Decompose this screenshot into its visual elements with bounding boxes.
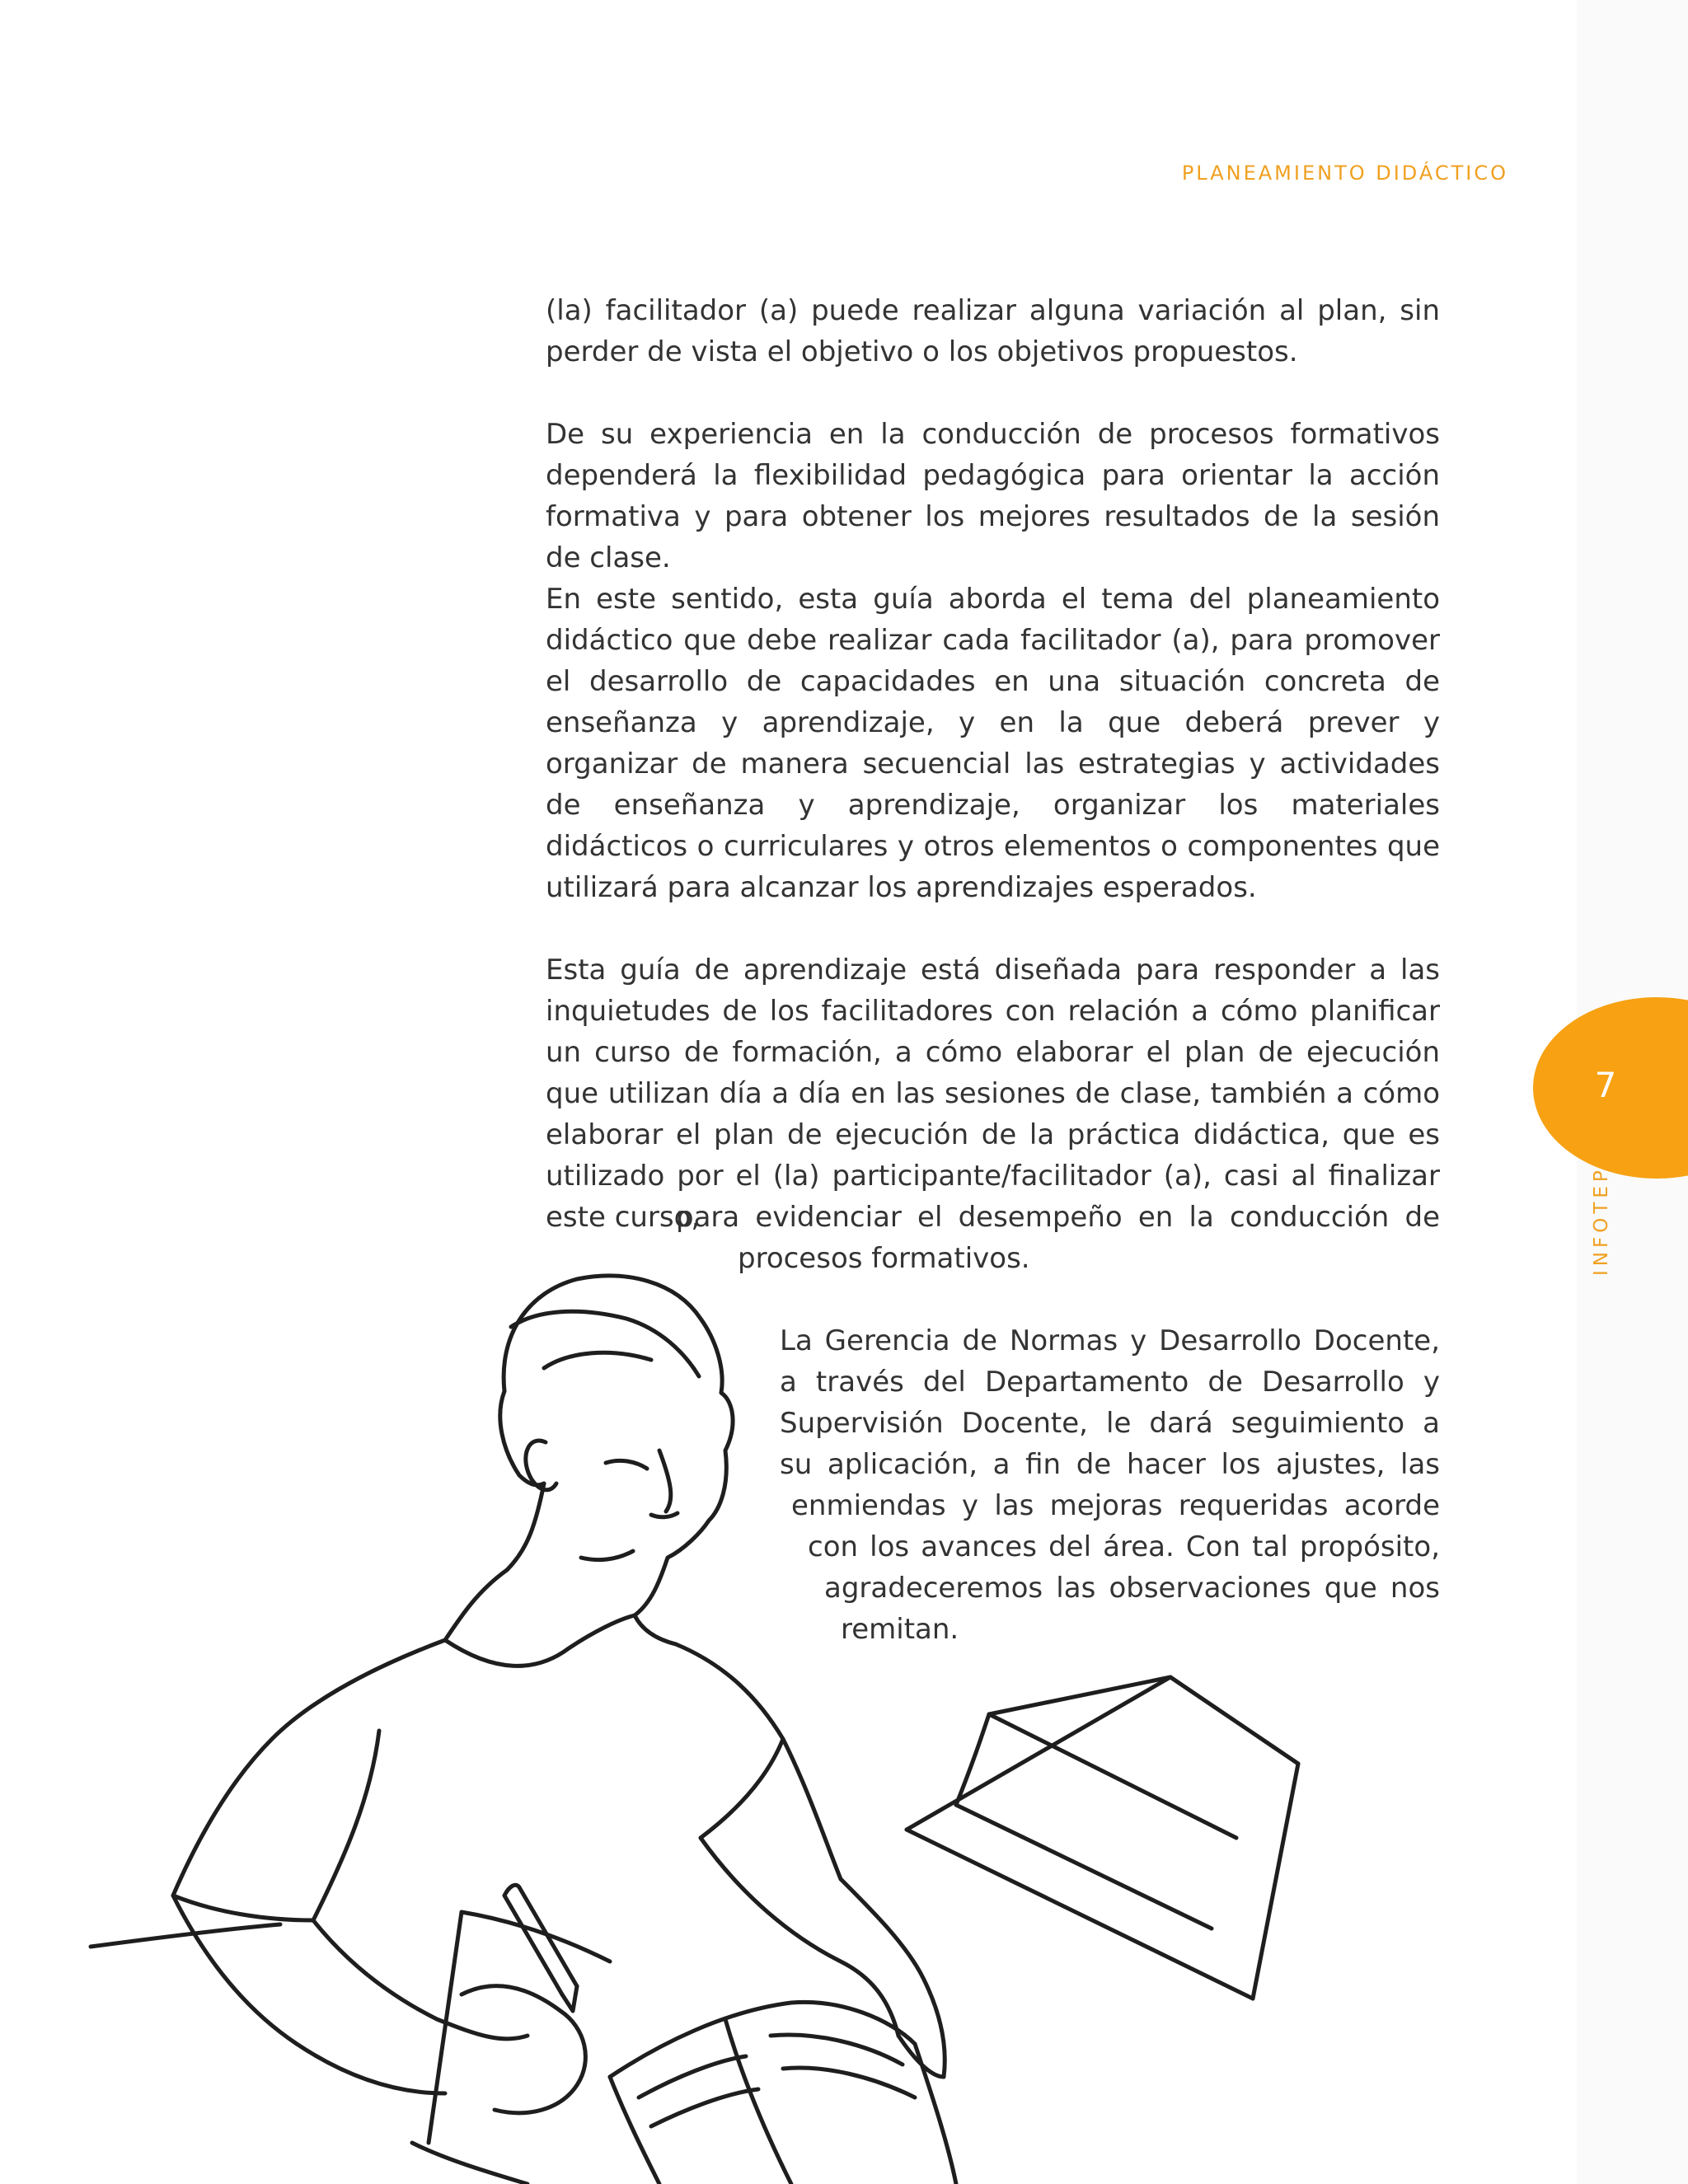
paragraph-5-line: a través del Departamento de Desarrollo y — [780, 1366, 1440, 1399]
running-header: PLANEAMIENTO DIDÁCTICO — [1181, 162, 1508, 185]
person-writing-illustration — [0, 1236, 1401, 2184]
paragraph-5-line: agradeceremos las observaciones que nos — [824, 1572, 1440, 1605]
paragraph-5-line: con los avances del área. Con tal propósito, — [808, 1530, 1440, 1563]
paragraph-5-line: La Gerencia de Normas y Desarrollo Docente, — [780, 1324, 1440, 1357]
paragraph-5-line: su aplicación, a fin de hacer los ajustes, las — [780, 1448, 1440, 1481]
paragraph-5-line: enmiendas y las mejoras requeridas acorde — [791, 1489, 1440, 1522]
paragraph-4: Esta guía de aprendizaje está diseñada para responder a las inquietudes de los facilitadores con relación a cómo planificar un curso de formación, a cómo elaborar el plan de ejecución que utilizan día a día en las sesiones de clase, también a cómo elaborar el plan de ejecución de la práctica didáctica, que es utilizado por el (la) participante/facilitador (a), casi al finalizar este curso, — [546, 954, 1440, 1234]
paragraph-1: (la) facilitador (a) puede realizar alguna variación al plan, sin perder de vista el objetivo o los objetivos propuestos. — [546, 294, 1440, 368]
page-number: 7 — [1594, 1065, 1617, 1105]
paragraph-3: En este sentido, esta guía aborda el tema del planeamiento didáctico que debe realizar cada facilitador (a), para promover el desarrollo de capacidades en una situación concreta de enseñanza y aprendizaje, y en la que deberá prever y organizar de manera secuencial las estrategias y actividades de enseñanza y aprendizaje, organizar los materiales didácticos o curriculares y otros elementos o componentes que utilizará para alcanzar los aprendizajes esperados. — [546, 583, 1440, 904]
paragraph-2: De su experiencia en la conducción de procesos formativos dependerá la flexibilidad pedagógica para orientar la acción formativa y para obtener los mejores resultados de la sesión de clase. — [546, 418, 1440, 574]
side-brand-label: INFOTEP — [1591, 1166, 1612, 1276]
paragraph-4-line-8: procesos formativos. — [738, 1242, 1030, 1275]
paragraph-5-line: Supervisión Docente, le dará seguimiento a — [780, 1407, 1440, 1440]
paragraph-4-line-7: para evidenciar el desempeño en la conducción de — [676, 1201, 1440, 1234]
paragraph-5-line: remitan. — [841, 1613, 959, 1646]
